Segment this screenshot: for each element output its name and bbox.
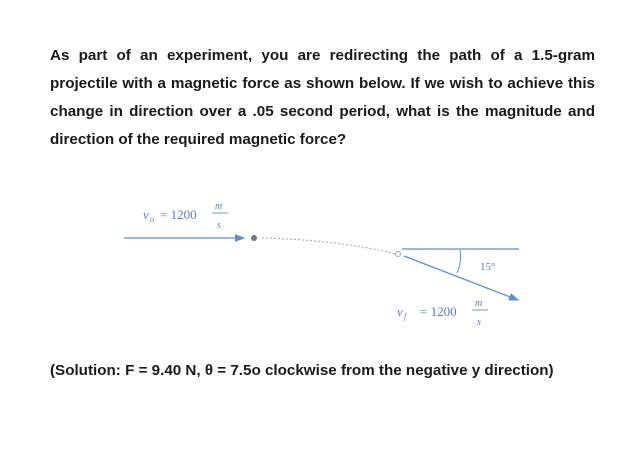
problem-statement: As part of an experiment, you are redirecting the path of a 1.5-gram projectile with a magnetic force as shown below. If we wish to achieve this change in direction over a .05 second period, what is the magnitude and direction of the required magnetic force?: [50, 47, 595, 148]
projectile-end-dot: [396, 252, 401, 257]
svg-text:s: s: [477, 317, 481, 328]
angle-label: 15°: [480, 261, 496, 273]
svg-text:= 1200: = 1200: [160, 207, 197, 222]
angle-arc: [457, 250, 461, 273]
svg-text:m: m: [215, 201, 223, 212]
svg-text:= 1200: = 1200: [420, 304, 457, 319]
solution-text: (Solution: F = 9.40 N, θ = 7.5o clockwise from the negative y direction): [50, 362, 554, 379]
svg-text:v: v: [397, 304, 403, 319]
projectile-path: [262, 238, 396, 254]
svg-text:f: f: [404, 312, 407, 321]
svg-text:s: s: [217, 220, 221, 231]
final-velocity-label: [397, 298, 488, 328]
initial-velocity-label: [143, 201, 228, 231]
svg-text:o: o: [150, 215, 154, 224]
svg-text:m: m: [475, 298, 483, 309]
svg-text:v: v: [143, 207, 149, 222]
final-velocity-arrow: [404, 256, 518, 300]
projectile-start-dot: [251, 235, 257, 241]
